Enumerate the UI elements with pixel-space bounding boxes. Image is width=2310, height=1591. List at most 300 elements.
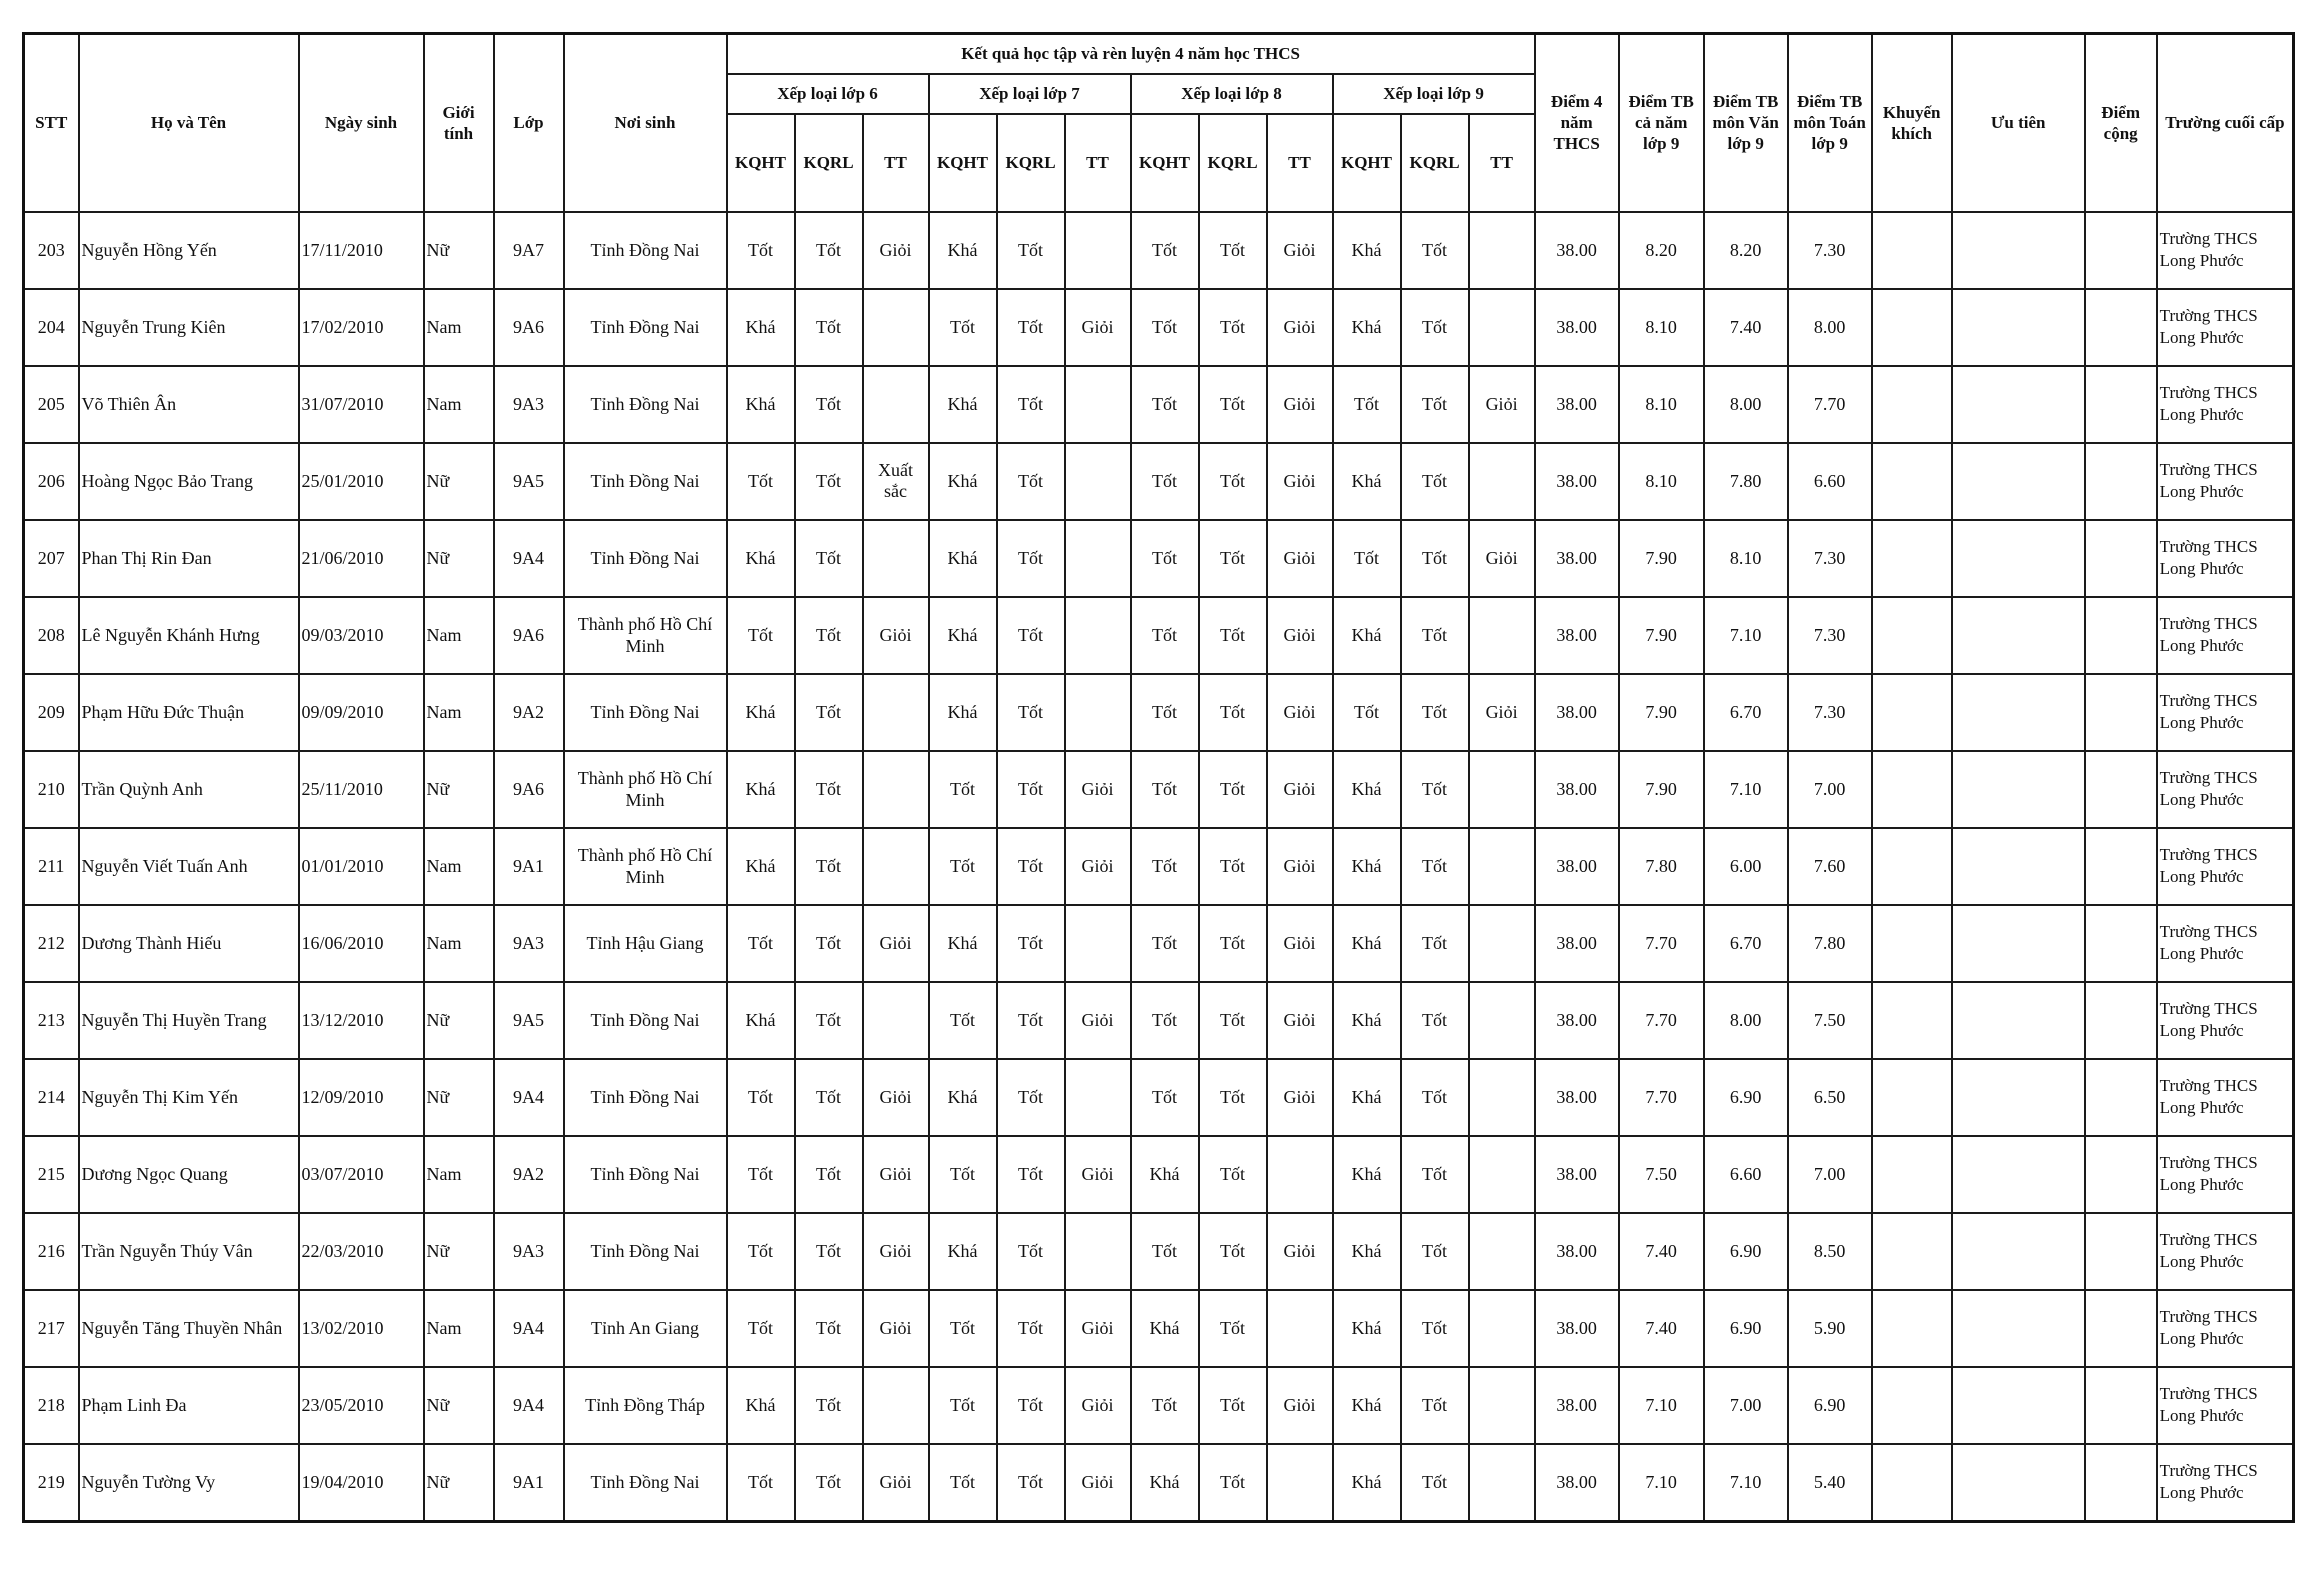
- cell-g9-kqrl: Tốt: [1401, 520, 1469, 597]
- cell-g8-kqrl: Tốt: [1199, 751, 1267, 828]
- cell-g7-tt: [1065, 905, 1131, 982]
- cell-bonus: [2085, 674, 2157, 751]
- cell-class: 9A5: [494, 443, 564, 520]
- table-row: [24, 828, 2294, 905]
- cell-encourage: [1872, 674, 1952, 751]
- table-row: [24, 982, 2294, 1059]
- cell-g8-kqrl: Tốt: [1199, 905, 1267, 982]
- cell-g8-tt: Giỏi: [1267, 289, 1333, 366]
- cell-birthplace: Tỉnh Đồng Nai: [564, 212, 727, 289]
- cell-g7-kqht: Tốt: [929, 1444, 997, 1522]
- cell-g9-kqht: Khá: [1333, 212, 1401, 289]
- cell-g7-tt: [1065, 1059, 1131, 1136]
- cell-g7-kqrl: Tốt: [997, 1367, 1065, 1444]
- cell-avg9: 7.10: [1619, 1444, 1704, 1522]
- table-row: [24, 1136, 2294, 1213]
- cell-g9-kqht: Khá: [1333, 1290, 1401, 1367]
- header-birthplace: Nơi sinh: [564, 34, 727, 212]
- cell-birthplace: Tỉnh Đồng Nai: [564, 520, 727, 597]
- cell-g8-kqht: Tốt: [1131, 443, 1199, 520]
- cell-encourage: [1872, 1367, 1952, 1444]
- cell-g8-kqrl: Tốt: [1199, 1367, 1267, 1444]
- cell-g9-kqrl: Tốt: [1401, 289, 1469, 366]
- cell-g6-kqrl: Tốt: [795, 1136, 863, 1213]
- cell-priority: [1952, 1059, 2085, 1136]
- cell-g7-kqrl: Tốt: [997, 751, 1065, 828]
- cell-bonus: [2085, 366, 2157, 443]
- cell-g7-tt: Giỏi: [1065, 828, 1131, 905]
- cell-priority: [1952, 1213, 2085, 1290]
- cell-g6-kqht: Tốt: [727, 443, 795, 520]
- cell-priority: [1952, 366, 2085, 443]
- cell-priority: [1952, 597, 2085, 674]
- cell-g7-kqht: Tốt: [929, 1290, 997, 1367]
- cell-encourage: [1872, 982, 1952, 1059]
- cell-dob: 09/09/2010: [299, 674, 424, 751]
- cell-g8-kqrl: Tốt: [1199, 1213, 1267, 1290]
- cell-g9-kqrl: Tốt: [1401, 1213, 1469, 1290]
- cell-g9-tt: [1469, 751, 1535, 828]
- cell-g6-tt: [863, 520, 929, 597]
- cell-g9-kqht: Khá: [1333, 1367, 1401, 1444]
- header-stt: STT: [24, 34, 79, 212]
- cell-birthplace: Thành phố Hồ Chí Minh: [564, 828, 727, 905]
- cell-g6-tt: [863, 751, 929, 828]
- cell-g9-kqrl: Tốt: [1401, 1367, 1469, 1444]
- header-bonus: Điểm cộng: [2085, 34, 2157, 212]
- cell-class: 9A6: [494, 289, 564, 366]
- cell-g9-tt: [1469, 597, 1535, 674]
- cell-g9-kqht: Khá: [1333, 1136, 1401, 1213]
- cell-g7-tt: [1065, 366, 1131, 443]
- cell-class: 9A1: [494, 828, 564, 905]
- cell-g7-kqht: Khá: [929, 674, 997, 751]
- cell-g8-kqht: Tốt: [1131, 1059, 1199, 1136]
- cell-class: 9A5: [494, 982, 564, 1059]
- cell-g8-kqht: Tốt: [1131, 674, 1199, 751]
- cell-avg9: 7.90: [1619, 674, 1704, 751]
- cell-avg9: 7.70: [1619, 1059, 1704, 1136]
- cell-g7-kqrl: Tốt: [997, 905, 1065, 982]
- cell-encourage: [1872, 751, 1952, 828]
- cell-g6-kqht: Tốt: [727, 212, 795, 289]
- header-lit9: Điểm TB môn Văn lớp 9: [1704, 34, 1788, 212]
- cell-g6-kqht: Tốt: [727, 905, 795, 982]
- cell-g8-kqht: Tốt: [1131, 289, 1199, 366]
- cell-g8-tt: Giỏi: [1267, 1367, 1333, 1444]
- cell-name: Nguyễn Thị Kim Yến: [79, 1059, 299, 1136]
- cell-g7-tt: [1065, 674, 1131, 751]
- table-row: [24, 597, 2294, 674]
- cell-g9-tt: [1469, 289, 1535, 366]
- cell-priority: [1952, 212, 2085, 289]
- cell-g6-kqrl: Tốt: [795, 1444, 863, 1522]
- cell-bonus: [2085, 982, 2157, 1059]
- cell-score4: 38.00: [1535, 751, 1619, 828]
- cell-school: Trường THCS Long Phước: [2157, 366, 2294, 443]
- cell-school: Trường THCS Long Phước: [2157, 1444, 2294, 1522]
- cell-math9: 8.00: [1788, 289, 1872, 366]
- cell-stt: 204: [24, 289, 79, 366]
- cell-school: Trường THCS Long Phước: [2157, 1367, 2294, 1444]
- cell-birthplace: Tỉnh An Giang: [564, 1290, 727, 1367]
- cell-g9-kqrl: Tốt: [1401, 1290, 1469, 1367]
- cell-avg9: 7.10: [1619, 1367, 1704, 1444]
- cell-bonus: [2085, 520, 2157, 597]
- header-tt: TT: [1469, 114, 1535, 212]
- header-kqrl: KQRL: [795, 114, 863, 212]
- cell-avg9: 7.40: [1619, 1290, 1704, 1367]
- cell-g8-kqrl: Tốt: [1199, 828, 1267, 905]
- cell-g8-tt: Giỏi: [1267, 520, 1333, 597]
- cell-g6-kqrl: Tốt: [795, 982, 863, 1059]
- cell-math9: 7.50: [1788, 982, 1872, 1059]
- cell-encourage: [1872, 1136, 1952, 1213]
- cell-g7-kqrl: Tốt: [997, 289, 1065, 366]
- cell-g8-kqrl: Tốt: [1199, 1059, 1267, 1136]
- cell-g8-kqrl: Tốt: [1199, 443, 1267, 520]
- cell-g6-tt: Giỏi: [863, 1213, 929, 1290]
- cell-g8-kqrl: Tốt: [1199, 1290, 1267, 1367]
- cell-score4: 38.00: [1535, 443, 1619, 520]
- cell-g9-tt: [1469, 982, 1535, 1059]
- cell-g8-tt: Giỏi: [1267, 443, 1333, 520]
- cell-class: 9A2: [494, 1136, 564, 1213]
- cell-g7-kqht: Tốt: [929, 982, 997, 1059]
- cell-class: 9A6: [494, 597, 564, 674]
- cell-g6-kqrl: Tốt: [795, 597, 863, 674]
- cell-score4: 38.00: [1535, 1444, 1619, 1522]
- cell-score4: 38.00: [1535, 366, 1619, 443]
- cell-priority: [1952, 751, 2085, 828]
- cell-g7-kqht: Khá: [929, 443, 997, 520]
- cell-bonus: [2085, 1059, 2157, 1136]
- cell-g6-tt: [863, 982, 929, 1059]
- cell-encourage: [1872, 905, 1952, 982]
- cell-g9-kqrl: Tốt: [1401, 1059, 1469, 1136]
- cell-gender: Nam: [424, 905, 494, 982]
- cell-g6-kqht: Tốt: [727, 597, 795, 674]
- cell-school: Trường THCS Long Phước: [2157, 828, 2294, 905]
- cell-score4: 38.00: [1535, 1213, 1619, 1290]
- cell-g9-tt: [1469, 828, 1535, 905]
- cell-class: 9A7: [494, 212, 564, 289]
- table-row: [24, 289, 2294, 366]
- cell-lit9: 6.00: [1704, 828, 1788, 905]
- cell-gender: Nam: [424, 597, 494, 674]
- cell-g9-kqht: Khá: [1333, 1444, 1401, 1522]
- cell-gender: Nữ: [424, 520, 494, 597]
- cell-bonus: [2085, 1444, 2157, 1522]
- header-avg9: Điểm TB cả năm lớp 9: [1619, 34, 1704, 212]
- cell-bonus: [2085, 443, 2157, 520]
- cell-math9: 6.60: [1788, 443, 1872, 520]
- cell-g6-kqht: Khá: [727, 828, 795, 905]
- cell-g9-kqht: Khá: [1333, 905, 1401, 982]
- header-kqht: KQHT: [727, 114, 795, 212]
- cell-encourage: [1872, 597, 1952, 674]
- header-gender: Giới tính: [424, 34, 494, 212]
- cell-bonus: [2085, 289, 2157, 366]
- cell-lit9: 8.00: [1704, 366, 1788, 443]
- cell-bonus: [2085, 1213, 2157, 1290]
- cell-g7-tt: Giỏi: [1065, 1290, 1131, 1367]
- cell-g8-tt: [1267, 1444, 1333, 1522]
- cell-score4: 38.00: [1535, 828, 1619, 905]
- cell-g9-kqht: Tốt: [1333, 366, 1401, 443]
- cell-score4: 38.00: [1535, 289, 1619, 366]
- cell-g8-kqht: Khá: [1131, 1290, 1199, 1367]
- cell-avg9: 8.20: [1619, 212, 1704, 289]
- cell-birthplace: Tỉnh Đồng Nai: [564, 289, 727, 366]
- cell-g7-tt: Giỏi: [1065, 751, 1131, 828]
- header-grade9: Xếp loại lớp 9: [1333, 74, 1535, 114]
- cell-g6-kqht: Tốt: [727, 1136, 795, 1213]
- cell-score4: 38.00: [1535, 982, 1619, 1059]
- cell-class: 9A4: [494, 1367, 564, 1444]
- cell-class: 9A6: [494, 751, 564, 828]
- cell-g9-kqrl: Tốt: [1401, 443, 1469, 520]
- cell-g8-tt: Giỏi: [1267, 212, 1333, 289]
- cell-stt: 203: [24, 212, 79, 289]
- cell-bonus: [2085, 905, 2157, 982]
- cell-g9-tt: Giỏi: [1469, 674, 1535, 751]
- student-results-table: [22, 32, 2295, 1523]
- cell-lit9: 7.80: [1704, 443, 1788, 520]
- cell-avg9: 7.90: [1619, 751, 1704, 828]
- cell-g6-kqrl: Tốt: [795, 1059, 863, 1136]
- cell-g9-tt: [1469, 1290, 1535, 1367]
- cell-g6-kqrl: Tốt: [795, 905, 863, 982]
- header-tt: TT: [1065, 114, 1131, 212]
- cell-name: Võ Thiên Ân: [79, 366, 299, 443]
- cell-name: Dương Ngọc Quang: [79, 1136, 299, 1213]
- cell-stt: 217: [24, 1290, 79, 1367]
- cell-math9: 7.00: [1788, 751, 1872, 828]
- cell-birthplace: Thành phố Hồ Chí Minh: [564, 751, 727, 828]
- header-priority: Ưu tiên: [1952, 34, 2085, 212]
- cell-dob: 31/07/2010: [299, 366, 424, 443]
- cell-g6-tt: Giỏi: [863, 1290, 929, 1367]
- header-kqrl: KQRL: [1401, 114, 1469, 212]
- table-row: [24, 1367, 2294, 1444]
- cell-avg9: 7.70: [1619, 982, 1704, 1059]
- table-row: [24, 212, 2294, 289]
- cell-g8-kqrl: Tốt: [1199, 674, 1267, 751]
- cell-stt: 206: [24, 443, 79, 520]
- cell-name: Phạm Hữu Đức Thuận: [79, 674, 299, 751]
- header-tt: TT: [863, 114, 929, 212]
- cell-g8-tt: Giỏi: [1267, 828, 1333, 905]
- cell-class: 9A3: [494, 1213, 564, 1290]
- cell-g8-kqht: Khá: [1131, 1136, 1199, 1213]
- cell-gender: Nữ: [424, 1213, 494, 1290]
- cell-g6-kqrl: Tốt: [795, 1290, 863, 1367]
- cell-lit9: 7.00: [1704, 1367, 1788, 1444]
- cell-encourage: [1872, 1059, 1952, 1136]
- cell-g6-tt: Giỏi: [863, 1059, 929, 1136]
- cell-g7-kqht: Khá: [929, 597, 997, 674]
- header-class: Lớp: [494, 34, 564, 212]
- cell-priority: [1952, 905, 2085, 982]
- cell-g8-kqrl: Tốt: [1199, 982, 1267, 1059]
- cell-class: 9A2: [494, 674, 564, 751]
- cell-g8-kqrl: Tốt: [1199, 1136, 1267, 1213]
- header-kqht: KQHT: [1131, 114, 1199, 212]
- cell-gender: Nam: [424, 674, 494, 751]
- cell-gender: Nam: [424, 1136, 494, 1213]
- cell-g6-kqrl: Tốt: [795, 828, 863, 905]
- cell-school: Trường THCS Long Phước: [2157, 674, 2294, 751]
- cell-bonus: [2085, 828, 2157, 905]
- cell-score4: 38.00: [1535, 905, 1619, 982]
- cell-g9-kqht: Khá: [1333, 982, 1401, 1059]
- header-grade8: Xếp loại lớp 8: [1131, 74, 1333, 114]
- cell-dob: 13/12/2010: [299, 982, 424, 1059]
- cell-class: 9A3: [494, 905, 564, 982]
- cell-g7-kqht: Khá: [929, 1059, 997, 1136]
- cell-birthplace: Tỉnh Đồng Tháp: [564, 1367, 727, 1444]
- cell-g9-kqrl: Tốt: [1401, 828, 1469, 905]
- cell-g7-kqrl: Tốt: [997, 597, 1065, 674]
- cell-priority: [1952, 1290, 2085, 1367]
- cell-priority: [1952, 982, 2085, 1059]
- cell-name: Trần Nguyễn Thúy Vân: [79, 1213, 299, 1290]
- header-encourage: Khuyến khích: [1872, 34, 1952, 212]
- cell-birthplace: Tỉnh Đồng Nai: [564, 1213, 727, 1290]
- cell-g7-tt: [1065, 597, 1131, 674]
- cell-g8-tt: [1267, 1290, 1333, 1367]
- cell-g6-kqrl: Tốt: [795, 212, 863, 289]
- cell-name: Nguyễn Tăng Thuyền Nhân: [79, 1290, 299, 1367]
- cell-math9: 7.30: [1788, 597, 1872, 674]
- cell-birthplace: Tỉnh Đồng Nai: [564, 1059, 727, 1136]
- cell-g9-kqht: Khá: [1333, 1213, 1401, 1290]
- cell-dob: 23/05/2010: [299, 1367, 424, 1444]
- cell-class: 9A3: [494, 366, 564, 443]
- cell-stt: 207: [24, 520, 79, 597]
- header-kqht: KQHT: [1333, 114, 1401, 212]
- cell-encourage: [1872, 1290, 1952, 1367]
- cell-g8-kqht: Tốt: [1131, 905, 1199, 982]
- cell-dob: 13/02/2010: [299, 1290, 424, 1367]
- cell-g7-kqrl: Tốt: [997, 982, 1065, 1059]
- cell-g8-kqht: Tốt: [1131, 520, 1199, 597]
- cell-g9-kqrl: Tốt: [1401, 905, 1469, 982]
- cell-g7-tt: Giỏi: [1065, 289, 1131, 366]
- cell-g9-kqrl: Tốt: [1401, 366, 1469, 443]
- cell-stt: 205: [24, 366, 79, 443]
- cell-encourage: [1872, 443, 1952, 520]
- cell-g7-kqrl: Tốt: [997, 1213, 1065, 1290]
- cell-g7-kqht: Khá: [929, 905, 997, 982]
- cell-dob: 12/09/2010: [299, 1059, 424, 1136]
- cell-g6-kqrl: Tốt: [795, 366, 863, 443]
- cell-priority: [1952, 674, 2085, 751]
- cell-dob: 03/07/2010: [299, 1136, 424, 1213]
- cell-g7-kqrl: Tốt: [997, 1059, 1065, 1136]
- cell-g7-kqrl: Tốt: [997, 520, 1065, 597]
- table-header: [24, 34, 2294, 212]
- cell-dob: 22/03/2010: [299, 1213, 424, 1290]
- cell-g8-kqht: Tốt: [1131, 366, 1199, 443]
- cell-priority: [1952, 520, 2085, 597]
- cell-math9: 8.50: [1788, 1213, 1872, 1290]
- cell-g9-kqrl: Tốt: [1401, 1444, 1469, 1522]
- cell-school: Trường THCS Long Phước: [2157, 905, 2294, 982]
- cell-math9: 5.40: [1788, 1444, 1872, 1522]
- cell-score4: 38.00: [1535, 597, 1619, 674]
- cell-score4: 38.00: [1535, 212, 1619, 289]
- cell-encourage: [1872, 1213, 1952, 1290]
- cell-stt: 209: [24, 674, 79, 751]
- cell-stt: 214: [24, 1059, 79, 1136]
- cell-g8-tt: Giỏi: [1267, 1059, 1333, 1136]
- cell-math9: 7.60: [1788, 828, 1872, 905]
- cell-g9-tt: [1469, 905, 1535, 982]
- cell-gender: Nam: [424, 1290, 494, 1367]
- cell-score4: 38.00: [1535, 1367, 1619, 1444]
- cell-gender: Nữ: [424, 751, 494, 828]
- cell-g6-kqht: Khá: [727, 674, 795, 751]
- cell-g8-kqrl: Tốt: [1199, 289, 1267, 366]
- table-row: [24, 1059, 2294, 1136]
- cell-avg9: 8.10: [1619, 443, 1704, 520]
- cell-name: Phạm Linh Đa: [79, 1367, 299, 1444]
- cell-bonus: [2085, 212, 2157, 289]
- cell-g7-tt: Giỏi: [1065, 1136, 1131, 1213]
- cell-name: Nguyễn Thị Huyền Trang: [79, 982, 299, 1059]
- table-row: [24, 443, 2294, 520]
- cell-name: Nguyễn Viết Tuấn Anh: [79, 828, 299, 905]
- cell-g6-kqht: Tốt: [727, 1059, 795, 1136]
- cell-birthplace: Tỉnh Hậu Giang: [564, 905, 727, 982]
- cell-score4: 38.00: [1535, 520, 1619, 597]
- cell-math9: 7.30: [1788, 520, 1872, 597]
- cell-g9-kqht: Tốt: [1333, 520, 1401, 597]
- cell-g6-kqht: Khá: [727, 751, 795, 828]
- header-kqrl: KQRL: [1199, 114, 1267, 212]
- cell-g7-kqht: Khá: [929, 1213, 997, 1290]
- cell-g8-tt: Giỏi: [1267, 366, 1333, 443]
- cell-g9-kqht: Khá: [1333, 443, 1401, 520]
- cell-encourage: [1872, 289, 1952, 366]
- cell-g7-kqrl: Tốt: [997, 674, 1065, 751]
- cell-birthplace: Tỉnh Đồng Nai: [564, 1136, 727, 1213]
- cell-g8-tt: Giỏi: [1267, 982, 1333, 1059]
- cell-stt: 215: [24, 1136, 79, 1213]
- cell-lit9: 7.10: [1704, 597, 1788, 674]
- cell-name: Hoàng Ngọc Bảo Trang: [79, 443, 299, 520]
- cell-g7-kqrl: Tốt: [997, 366, 1065, 443]
- cell-g9-tt: Giỏi: [1469, 366, 1535, 443]
- cell-g9-kqht: Khá: [1333, 751, 1401, 828]
- cell-gender: Nữ: [424, 1367, 494, 1444]
- cell-stt: 218: [24, 1367, 79, 1444]
- cell-g8-tt: Giỏi: [1267, 597, 1333, 674]
- cell-class: 9A4: [494, 520, 564, 597]
- cell-g6-kqht: Tốt: [727, 1444, 795, 1522]
- cell-g6-kqht: Khá: [727, 289, 795, 366]
- cell-lit9: 7.10: [1704, 751, 1788, 828]
- cell-g8-tt: [1267, 1136, 1333, 1213]
- table-row: [24, 1213, 2294, 1290]
- cell-math9: 7.00: [1788, 1136, 1872, 1213]
- cell-g9-kqht: Khá: [1333, 597, 1401, 674]
- cell-avg9: 7.50: [1619, 1136, 1704, 1213]
- cell-g8-tt: Giỏi: [1267, 1213, 1333, 1290]
- cell-gender: Nữ: [424, 1059, 494, 1136]
